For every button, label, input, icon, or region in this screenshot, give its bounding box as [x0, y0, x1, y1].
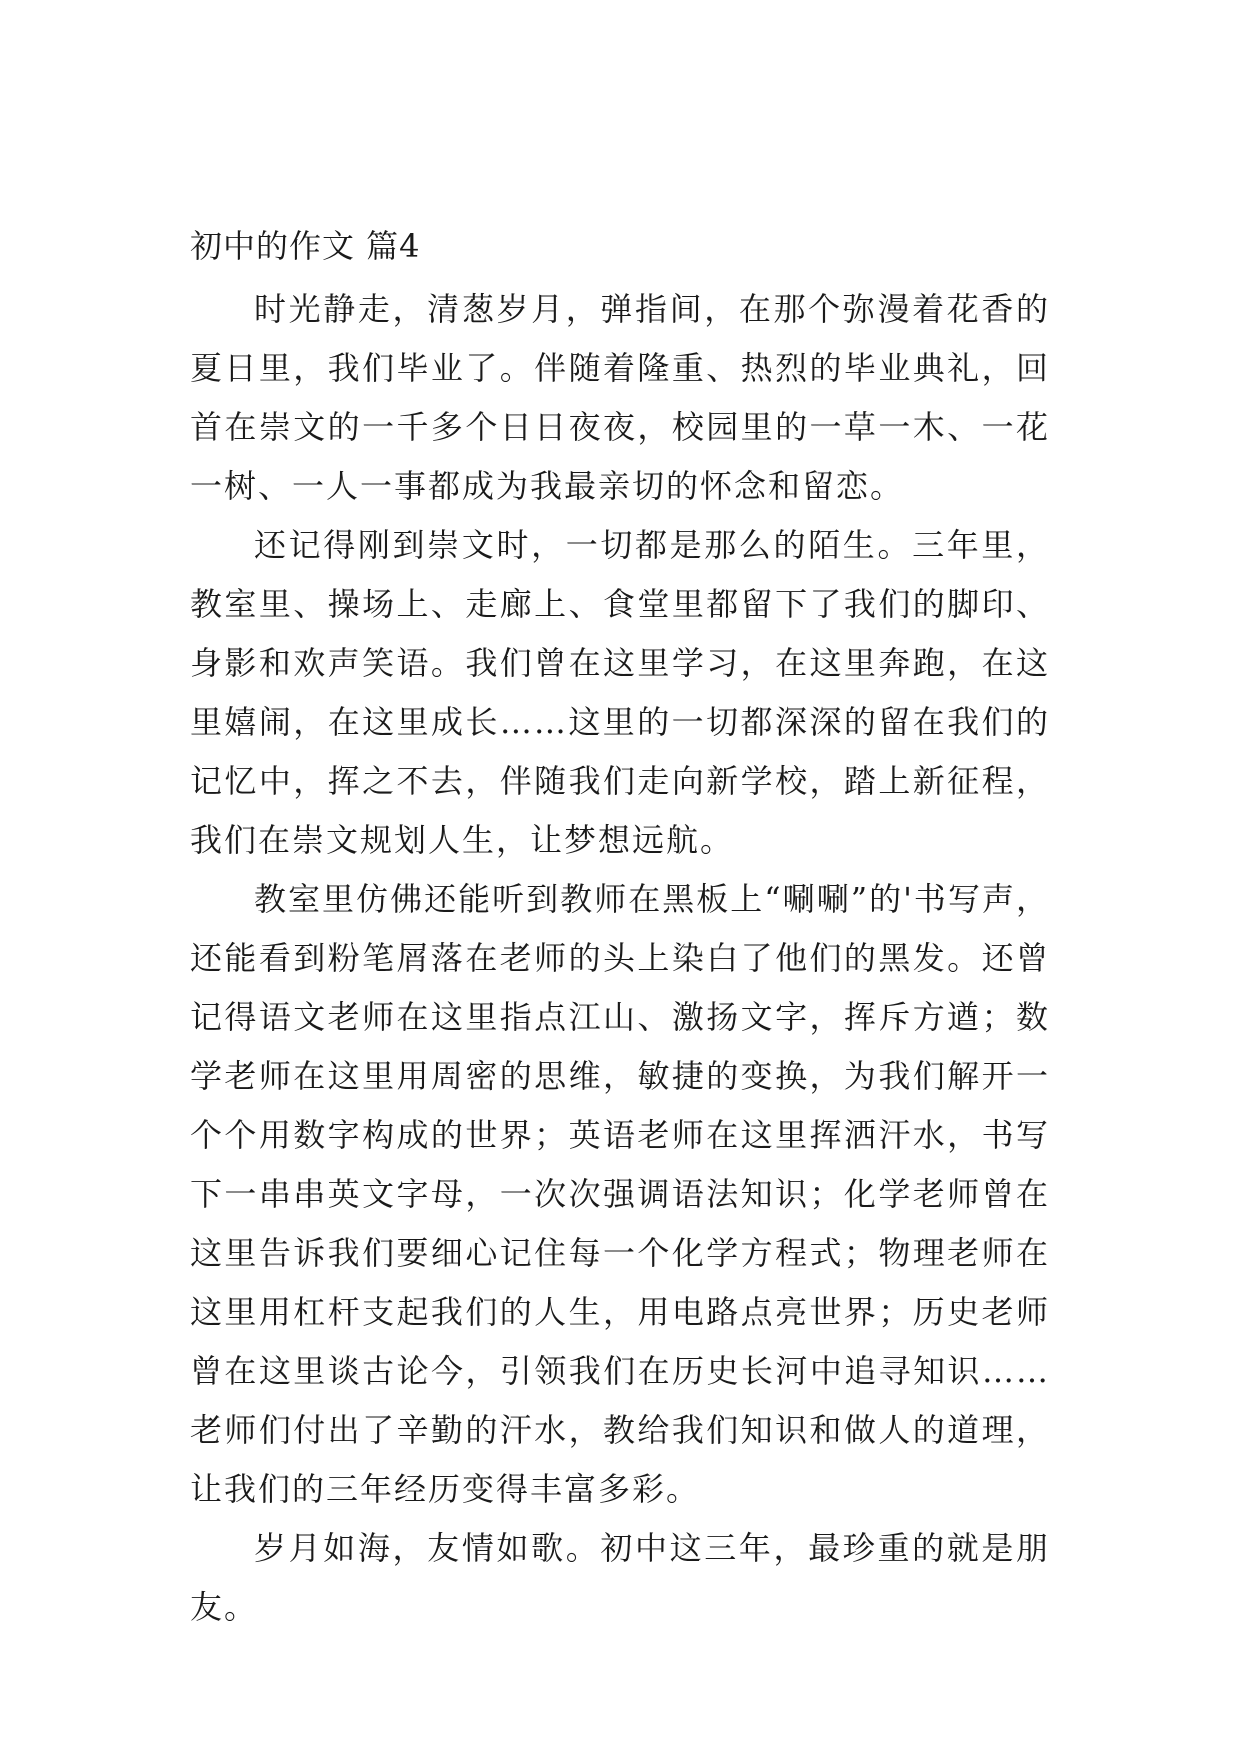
paragraph-3: 教室里仿佛还能听到教师在黑板上“唰唰”的'书写声，还能看到粉笔屑落在老师的头上染白了他们的黑发。还曾记得语文老师在这里指点江山、激扬文字，挥斥方遒；数学老师在这里用周密的思维，敏捷的变换，为我们解开一个个用数字构成的世界；英语老师在这里挥洒汗水，书写下一串串英文字母，一次次强调语法知识；化学老师曾在这里告诉我们要细心记住每一个化学方程式；物理老师在这里用杠杆支起我们的人生，用电路点亮世界；历史老师曾在这里谈古论今，引领我们在历史长河中追寻知识……老师们付出了辛勤的汗水，教给我们知识和做人的道理，让我们的三年经历变得丰富多彩。: [190, 880, 1050, 1508]
paragraph-4: 岁月如海，友情如歌。初中这三年，最珍重的就是朋友。: [190, 1529, 1050, 1626]
paragraph-2: 还记得刚到崇文时，一切都是那么的陌生。三年里，教室里、操场上、走廊上、食堂里都留下了我们的脚印、身影和欢声笑语。我们曾在这里学习，在这里奔跑，在这里嬉闹，在这里成长……这里的一切都深深的留在我们的记忆中，挥之不去，伴随我们走向新学校，踏上新征程，我们在崇文规划人生，让梦想远航。: [190, 526, 1050, 859]
document-title: 初中的作文 篇4: [190, 227, 421, 265]
paragraph-1: 时光静走，清葱岁月，弹指间，在那个弥漫着花香的夏日里，我们毕业了。伴随着隆重、热烈的毕业典礼，回首在崇文的一千多个日日夜夜，校园里的一草一木、一花一树、一人一事都成为我最亲切的怀念和留恋。: [190, 290, 1050, 505]
document-page: [190, 222, 1050, 1637]
